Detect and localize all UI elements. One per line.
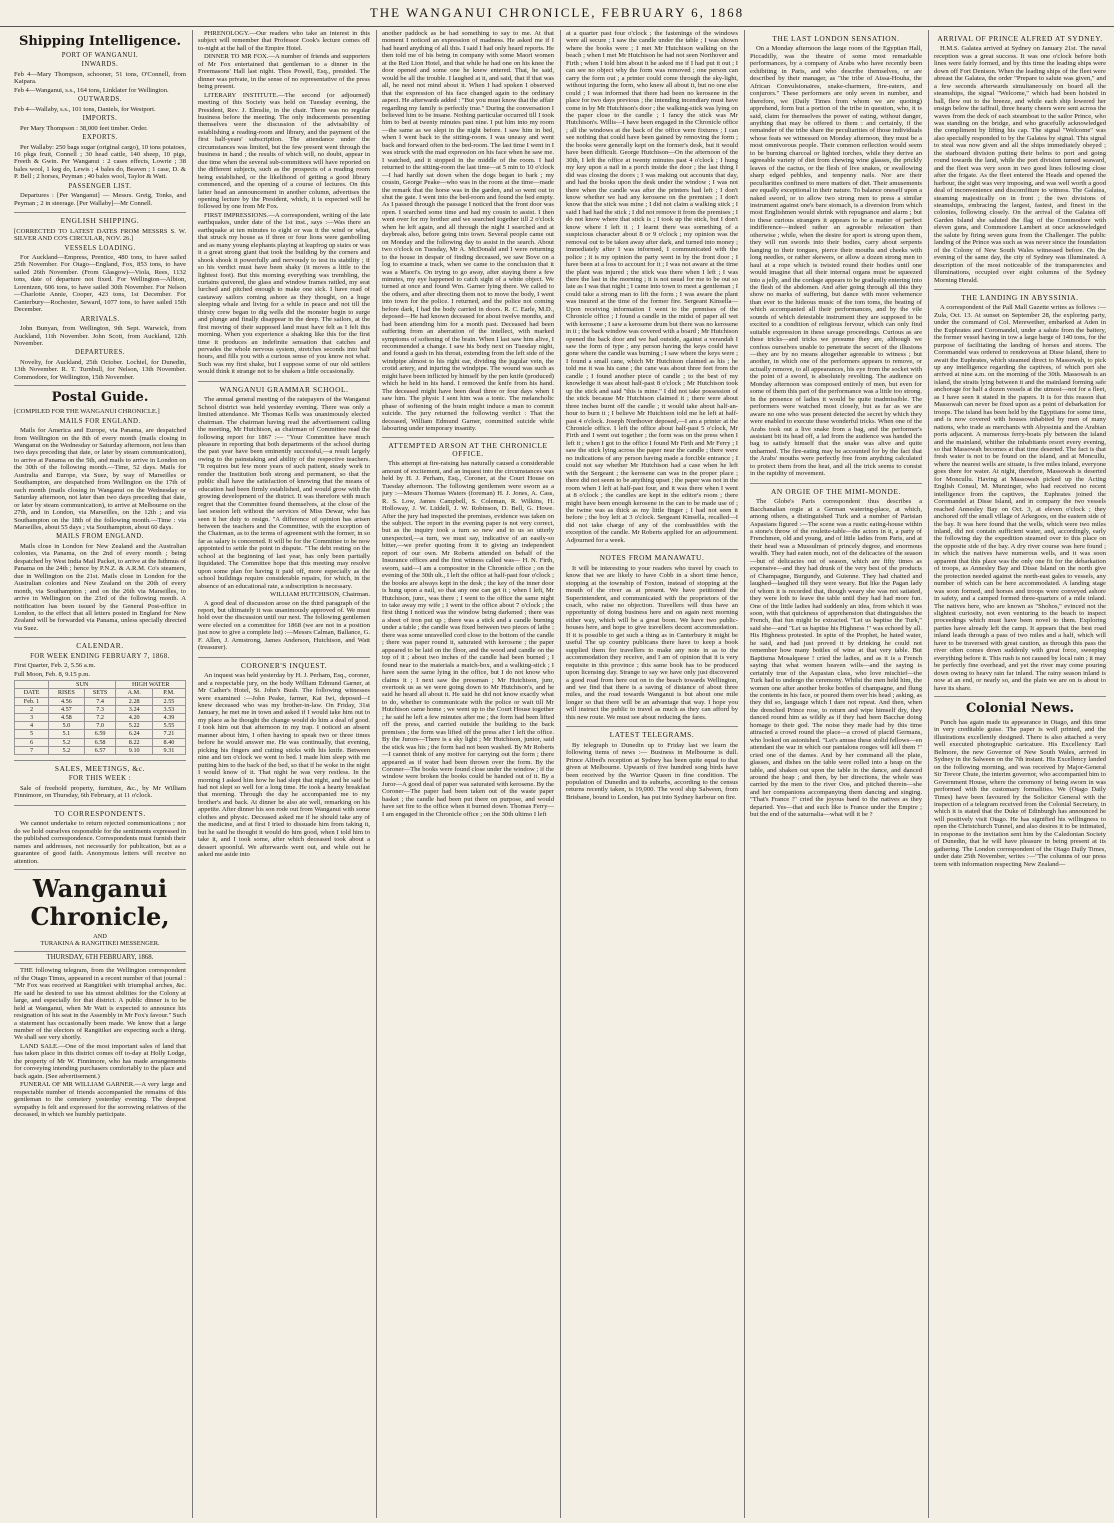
tide-cell: 9.31 — [152, 746, 185, 754]
tide-header: DATE — [15, 689, 49, 697]
nameplate-subtitle: TURAKINA & RANGITIKEI MESSENGER. — [40, 940, 160, 948]
phrenology-article: PHRENOLOGY.—Our readers who take an interest in this subject will remember that Professor Cook's lecture comes off to-night at the hall of the Empire Hotel. — [198, 30, 370, 52]
land-sale-article: LAND SALE.—One of the most important sales of land that has taken place in this district comes off to-day at Holly Lodge, the property of Mr W. Finnimore, who has made arrangements for conveying intending purchasers comfortably to the place and back again. (See advertisement.) — [14, 1042, 186, 1080]
column-6 — [934, 30, 1106, 1518]
tide-header: A.M. — [116, 689, 152, 697]
column-5 — [750, 30, 922, 1518]
sales-heading: SALES, MEETINGS, &c. — [14, 760, 186, 772]
tide-cell: 3.53 — [152, 705, 185, 713]
mails-heading: MAILS FOR ENGLAND. — [59, 417, 141, 425]
moon-phase: First Quarter, Feb. 2, 5.56 a.m. — [14, 662, 96, 670]
tide-cell: 3.24 — [116, 705, 152, 713]
sales-text: Sale of freehold property, furniture, &c., by Mr William Finnimore, on Thursday, 6th February, at 11 o'clock. — [14, 784, 186, 800]
literary-article: LITERARY INSTITUTE.—The second (or adjourned) meeting of this Society was held on Tuesday evening, the President, Rev. J. Elmslie, in the chair. There was no regular business before the meeting. The only inducements presenting themselves were the discussion of the advisability of establishing a reading-room and library, and the payment of the first half-years' subscription. The attendance under the circumstances was limited, but the few present went through the business in hand ; the results of which will, no doubt, appear in due time when the several sub-committees will have reported on the different subjects, such as the prospects of a reading room being established, or the likelihood of getting a good library commenced, and the opening of a course of lectures. On this latter head an announcement in another column, advertises the opening lecture by the President, which, it is expected will be followed by one from Mr Fox. — [198, 91, 370, 211]
tide-cell: 7.3 — [84, 705, 116, 713]
vessels-heading: VESSELS LOADING. — [64, 244, 136, 252]
newspaper-columns — [14, 30, 1104, 1518]
column-rule — [376, 30, 377, 1518]
nameplate: Wanganui Chronicle, — [30, 873, 170, 931]
tide-cell: 7 — [15, 746, 49, 754]
departures-heading: DEPARTURES. — [75, 349, 125, 357]
imports-text: Per Mary Thompson : 38,000 feet timber. Order. — [20, 124, 148, 132]
tide-row — [15, 713, 186, 721]
english-shipping-heading: ENGLISH SHIPPING. — [14, 212, 186, 224]
arrivals-heading: ARRIVALS. — [80, 315, 120, 323]
tide-group: SUN — [49, 681, 116, 689]
tide-cell: 6.57 — [84, 746, 116, 754]
postal-heading: Postal Guide. — [51, 390, 149, 406]
exports-heading: EXPORTS. — [82, 134, 118, 142]
tide-cell: 5.22 — [116, 722, 152, 730]
prince-text: H.M.S. Galatea arrived at Sydney on January 21st. The naval reception was a great success. It was one o'clock before both lines were fairly formed, and by this time the leading ships were down off Fort Denison. When the leading ships of the fleet were abreast the Galatea, the order "Prepare to salute was given," and a few seconds afterwards simultaneously on board all the steamships, the signal "Welcome," which had been hoisted in ball, flew out to the breeze, and while each ship lowered her ensign below the taffrail, three hearty cheers were sent across the waves from the deck of each steamboat to the sailor Prince, who was standing on the bridge, and who gracefully acknowledged the compliment by lifting his cap. The signal "Welcome" was also specially responded to by the Galatea by signal. This signal to steal was now given and all the ships immediately obeyed ; the starboard division putting their helms to port and going round towards the land, while the port division turned seaward, and the fleet was very soon in two good lines following close after the frigate. As the fleet entered the Heads and opened the harbour, the sight was very imposing, and was well worth a good deal of inconvenience and discomfiture to witness. The Galatea, steaming majestically on in front ; the two divisions of steamships, embracing the largest, fastest, and finest in the colonies, following closely. On the arrival of the Galatea off Garden Island she saluted the flag of the Commodore with eleven guns, and Commodore Lambert at once acknowledged the salute by firing seven guns from the Challenger. The public landing of the Prince was such as was never since the foundation of the Colony of New South Wales witnessed before. On the evening of the same day, the city of Sydney was illuminated. A description of the most noticeable of the transparencies and illuminations, occupied over eight columns of the Sydney Morning Herald. — [934, 45, 1106, 284]
tide-cell: 7.0 — [84, 722, 116, 730]
mimi-monde-text: The Globe's Paris correspondent thus describes a Bacchanalian orgie at a German watering-place, at which, among others, a distinguished Turk and a number of Parisian Aspasians figured :—The scene was a rustic eating-house within a stone's throw of the roulette-table—the actors in it, a party of Frenchmen, old and young, and of little ladies from Paris, and at their head was a Mussulman of princely degree, and enormous wealth. They had eaten much, not of the delicacies of the season—but of delicacies out of season, which are fifty times as expensive—and they had drunk of the very best of the products of Champagne, Burgundy, and Guienne. They had chatted and laughed—laughed till they were weary. But like the Pagan lady of whom it is recorded that, though weary she was not satiated, they were loth to leave the table until they had had more fun. One of the little ladies had suddenly an idea, from which it was soon, with that quickness of apprehension that distinguishes the French, that fun might be extracted. "Let us baptise the Turk," said she—and "Let us baptise his Highness !" was echoed by all. His Highness protested. In spite of the Prophet, he hated water, he said, and had just proved it by drinking he could not remember how many bottles of wine at that very table. But Baptisma Mosalquese ! cried the ladies, and as it is a French saying that what women heaven wills—and the saying is certainly true of the Aspasian class, who love mischief—the Turk had to undergo the ceremony. Whilst the men held him, the women one after another broke bottles of champagne, and flung the contents in his face, or poured them over his head ; asking, as they did so, language which I dare not repeat. And then, when the drenched Prince rose, to return and wipe himself dry, they danced round him as wildly as if they had been Bacchæ doing homage to their god. The noise they made had by this time attracted a crowd round the place—a crowd of placid Germans, who looked on astonished. "Let's amuse these stolid fellows—en attendant the war in which our pantalons rouges will kill them !" cried one of the dames. And by her command all the plate, glasses, and dishes on the table were rolled into a heap on the table, and shaken out upon the table in the dance, and danced around the heap ; and then, by her directions, the whole was carried by the men to the river Oos, and pitched therein—she and her companions accompanying them dancing and singing. "That's France !" cried the joyous band to the natives as they departed. Yes—that and such like is France under the Empire ; but the end of the saturnalia—what will it be ? — [750, 498, 922, 819]
tide-cell: 6 — [15, 738, 49, 746]
tide-cell: 8.22 — [116, 738, 152, 746]
colonial-text: Punch has again made its appearance in Otago, and this time in very creditable guise. The paper is well printed, and the illustrations excellently designed. There is also attached a very well executed photographic caricature. His Excellency Earl Belmore, the new Governor of New South Wales, arrived in Sydney in the Salween on the 7th instant. His Excellency landed on the following morning, and was received by Major-General Sir Trevor Chute, the interim governor, who accompanied him to Government House, where the ceremony of being sworn in was performed with the customary formalities. We (Otago Daily Times) have been favoured by the Solicitor General with the inspection of a telegram received from the Colonial Secretary, in which it is stated that the Duke of Edinburgh has announced he will positively visit Otago. He has signified his willingness to open the Christchurch Tunnel, and also desires it to be intimated, in response to the invitation sent him by the Caledonian Society of Dunedin, that he will have pleasure in being present at its gathering. The London correspondent of the Otago Daily Times, under date 25th November, writes :—"The columns of our press teem with information respecting New Zealand— — [934, 718, 1106, 868]
departures-text: Novelty, for Auckland, 25th October. Lochiel, for Dunedin, 13th November. R. T. Turnbull, for Nelson, 13th November. Commodore, for Wellington, 15th November. — [14, 358, 186, 381]
moon-phase: Full Moon, Feb. 8, 9.15 p.m. — [14, 670, 91, 678]
inwards-item: Feb 4—Mary Thompson, schooner, 51 tons, O'Connell, from Kaipara. — [14, 70, 186, 86]
correspondents-text: We cannot undertake to return rejected communications ; nor do we hold ourselves responsible for the sentiments expressed in the published correspondence. Correspondents must furnish their names and addresses, not necessarily for publication, but as a guarantee of good faith. Anonymous letters will receive no attention. — [14, 820, 186, 865]
tide-cell: 7.4 — [84, 697, 116, 705]
exports-text: Per Wallaby: 250 bags sugar (original cargo), 10 tons potatoes, 16 pkgs fruit, Connell ; 30 head cattle, 140 sheep, 10 pigs, Freeth & Gwin. Per Wanganui : 2 cases effects, Lowrie ; 38 bales wool, 1 keg do, Lewis ; 4 bales do, Beaven ; 1 case, D. & P. Bell ; 2 horses, Peyman ; 40 bales wool, Taylor & Watt. — [14, 143, 186, 181]
sensation-text: On a Monday afternoon the large room of the Egyptian Hall, Piccadilly, was the theatre of some most remarkable performances, by a company of Arabs who have recently been exhibiting in Paris, and who describe themselves, or are described by their manager, as "the tribe of Aissa-Houha, the African Convulsionaires, snake-charmers, fire-eaters, and conjurors." These performers are only seven in number, and therefore, we (Daily Times from whom we are quoting) apprehend, form but a portion of the tribe in question, who, it is said, claim for themselves the power of eating, without danger, anything that may be offered to them : and certainly, if the remainder of the tribe share the peculiarities of those individuals whose feats we witnessed on Monday afternoon, they must be a most omnivorous people. Their common reflection would seem to be burning charcoal or lighted torches, while they derive an agreeable variety of diet from chewing wine glasses, the prickly leaves of the cactus, or the flesh of live snakes, or swallowing sharp edged pebbles, and tenpenny nails. Nor are their peculiarities confined to mere matters of diet. Their amusements are equally exceptional in their nature. To balance oneself upon a naked sword, or to allow two strong men to press a similar instrument against one's bare stomach, is a diversion from which most Englishmen would shrink with repugnance and alarm ; but to these curious strangers it appears to be a matter of perfect indifference—indeed rather an agreeable relaxation than otherwise ; while, when the desire for sport is strong upon them, they will run swords into their bodies, carry about serpents hanging to their tongues, pierce their mouths and cheeks with long needles, or rather skewers, or allow a dozen strong men to haul at a rope which is twisted round their bodies until one would imagine that all their internal organs must be squeezed into a jelly, and the cordage appears to be gradually entering into the flesh of the abdomen. And after going through all this they show no marks of suffering, but dance with more vehemence than ever to the hideous music of the tom toms, the beating of which accompanied all their performances, and by the vile sounds of which detestable instrument they are supposed to be excited to a condition of religious fervour, which can only find suitable expression in these savage proceedings. Curious as are these tricks—and tricks we presume they are, although we confess ourselves unable to penetrate the secret of the illusions—they are by no means altogether agreeable to witness ; but another, in which one of the performers appears to remove, or actually remove, to all appearances, his eye from the socket with the point of a sword, is absolutely revolting. The audience on Monday afternoon was composed entirely of men, but even for some of them this part of the performance was a little too strong. In the presence of ladies it would be quite inadmissible. The performers were watched most closely, but as far as we are aware no one who was present detected the secret by which they were enabled to execute these wonderful tricks. When one of the Arabs took out a live snake from a bag, and the performer's assistant bit its head off, a lad from the audience was handed the bag to satisfy himself that the snake was alive and quite unharmed. The fire-eating may be accounted for by the fact that the Arabs' mouths were perfectly free from anything calculated to protect them from the heat, and all the trick seems to consist in the rapidity of movement. — [750, 45, 922, 478]
tide-cell: 9.10 — [116, 746, 152, 754]
nameplate-and: AND — [93, 932, 107, 940]
tide-cell: 5.1 — [49, 730, 85, 738]
tide-cell: 2 — [15, 705, 49, 713]
column-4 — [566, 30, 738, 1518]
lead-article: THE following telegram, from the Wellington correspondent of the Otago Times, appeared in a recent number of that journal : "Mr Fox was received at Rangitikei with triumphal arches, &c. He said he desired to use his utmost abilities for the Colony at large, and especially for that district. A public dinner is to be held at Wanganui, when Mr Watt is expected to announce his resignation of his seat in the Assembly in Mr Fox's favour." Such a statement has occasionally been made. We know that a large number of the electors of Rangitikei are expecting such a thing. We shall see very shortly. — [14, 967, 186, 1042]
column-rule — [928, 30, 929, 1518]
sales-week: FOR THIS WEEK : — [68, 775, 132, 783]
tide-header: SETS — [84, 689, 116, 697]
tide-cell — [15, 681, 49, 689]
column-2 — [198, 30, 370, 1518]
column-rule — [744, 30, 745, 1518]
tide-header: RISES — [49, 689, 85, 697]
tide-header: P.M. — [152, 689, 185, 697]
tide-cell: 5.2 — [49, 738, 85, 746]
tide-row — [15, 722, 186, 730]
dinner-article: DINNER TO MR FOX.—A number of friends and supporters of Mr Fox entertained that gentleman to a dinner in the Freemasons' Hall last night. Thos Powell, Esq., presided. The dinner was private, in the sense of no representative of the press being present. — [198, 53, 370, 91]
inquest-continued: another paddock as he had something to say to me. At that moment I noticed an expression of madness. He asked me if I had heard anything of all this. I said I had only heard reports. He then told me of his being in company with some Maori women at the Red Lion Hotel, and that while he had one on his knee the door opened and some one he knew entered. That, he said, would be all the trouble. I laughed at it, and said, that if that was all, he need not mind about it. When I had spoken I observed that the expression of his face changed again to the ordinary aspect. He afterwards added : "But you must know that the affair regarding my family is perfectly true." During the conversation I believed him to be insane. Nothing particular occurred till I took him to bed at twenty minutes past nine. I put him into my room—the same as we slept in the night before. I saw him in bed, when I went back to the sitting-room. I was uneasy and went back and forward often to the bed-room. The last time I went in I was struck with the mad expression on his face when he saw me. I watched, and it stopped in the middle of the room. I had returned to the sitting-room the last time—at 5 min to 10 o'clock—I had hardly sat down when the dogs began to bark ; my cousin, George Peake—who was in the room at the time—made the remark that the horse was in the garden, and so went out to shut the gate. I went into the bed-room and found the bed empty. As I passed through the passage I noticed that the front door was open. I searched some time and had my cousin to assist. I then went over for my brother and we searched together till 2 o'clock when he left again, and all through the night I searched and at daybreak also, before going into town. Several people came out on Monday and the following day to assist in the search. About two o'clock on Tuesday, Mr A. McDonald and I were returning to the house in despair of finding deceased, we saw Bove on a log to examine a track, when we came to the conclusion that it was a Maori's. On trying to go away, after staying there a few minutes, my eye happened to catch sight of a white object. We turned at once and found Wm. Garner lying there. We called to the others, and after directing them not to move the body, I went into town for the police. I returned, and the police not coming before dark, I had the body carried in doors. R. C. Earle, M.D., deposed—He had known deceased for about twelve months, and had been attending him for a month past. Deceased had been suffering from an aberration of the intellect, with marked symptoms of softening of the brain. When I last saw him alive, I recommended a change. I saw his body next on Tuesday night, and found a gash in his throat, extending from the left side of the windpipe almost to his right ear, dividing the jugular vein, the crotid artery, and injuring the windpipe. The wound was such as might have been inflicted by himself by the pen knife (produced) which he held in his hand. I removed the knife from his hand. The deceased might have been dead three or four days when I saw him. The physic I sent him was a tonic. The melancholic phase of softening of the brain might induce a man to commit suicide. The jury returned the following verdict : That the deceased, William Edmund Garner, committed suicide while labouring under temporary insanity. — [382, 30, 554, 433]
tide-cell: 4.56 — [49, 697, 85, 705]
tide-cell: 2.28 — [116, 697, 152, 705]
tide-table — [14, 680, 186, 755]
tide-cell: 4.20 — [116, 713, 152, 721]
signature: WILLIAM HUTCHISON, Chairman. — [270, 591, 370, 599]
tide-cell: 4 — [15, 722, 49, 730]
colonial-heading: Colonial News. — [965, 700, 1075, 716]
port-heading: PORT OF WANGANUI. — [61, 52, 139, 59]
tide-row — [15, 730, 186, 738]
manawatu-text: It will be interesting to your readers who travel by coach to know that we are likely to have Cobb in a short time hence, stopping at the township of Foxton, instead of stopping at the mouth of the river as at present. We have petitioned the Superintendent, and communicated with the proprietors of the coach, who raise no objection. Travellers will thus have an opportunity of doing business here and on again next morning either way, which will be a great boon. We have two public-houses here, and hope to give travellers decent accommodation. If it is possible to get such a thing as in Canterbury it might be useful The up country publicans there have to keep a book supplied them for travellers to make any note in as to the accommodation they receive, and I am of opinion that it is very requisite in this province ; this same book has to be produced upon licensing day. Strange to say we have only just discovered a good road from here out on to the beach towards Wellington, and we find that there is a saving of distance of about three miles, and the road towards Wanganui is but about one mile longer so that there will be an advantage that way. I hope you will instruct the public to travel as much as they can afford by this new route. We must see about reducing the fares. — [566, 564, 738, 721]
tide-cell: Feb. 1 — [15, 697, 49, 705]
postal-note: [COMPILED FOR THE WANGANUI CHRONICLE.] — [14, 408, 160, 416]
arson-text: This attempt at fire-raising has naturally caused a considerable amount of excitement, and an inquest into the circumstances was held by H. J. Perham, Esq., Coroner, at the Court House on Tuesday afternoon. The following gentlemen were sworn as a jury :—Messrs Thomas Waters (foreman) H. J. Jones, A. Cass, R. S. Low, James Campbell, S. Coleman, R. Wilkins, H. Holloway, J. W. Liddell, J. W. Robinson, D. Bell, G. Howe. After the jury had inspected the premises, evidence was taken on the subject. The report in the evening paper is not very correct, but as the inquiry took a turn so new and to us so utterly unexpected,—a turn, we must say, indicative of an easily-so bitter,—we prefer quoting from it to giving an independent report of our own. Mr Roberts attended on behalf of the Insurance offices and the first witness called was— H. N. Firth, sworn, said—I am a compositor in the Chronicle office ; on the evening of the 30th ult., I left the office at half-past four o'clock ; the books are always kept in the desk ; the key of the inner door is hung upon a nail, so that any one can get it ; when I left, Mr Hutchison, junr., was there ; I went to the office the same night to take away my wife ; I went to the office about 7 o'clock ; the first thing I noticed was the window being darkened ; there was a sheet of iron put up ; there was a stick and a candle burning under a table ; the candle was fixed between two pieces of lathe ; there was some unravelled cord close to the bottom of the candle ; there was paper round it, saturated with kerosene ; the paper appeared to be laid on the floor, and the wood and candle on the top of it ; about two inches of the candle had been burned ; I found near to the materials a match-box, and a walking-stick ; I have seen the same lying in the office, but I do not know who claims it ; I next saw the pressman ; Mr Hutchison, junr, overtook us as we were going down to Mr Hutchison's, and he said he heard all about it. He said he did not know exactly what to do, whether to communicate with the police or wait till Mr Hutchison came home ; we went up to the Court House together ; he said he left a few minutes after me ; the form had been lifted off the press, and carried outside the building to the back premises ; the form was lifted off the press after I left the office. By the Jurors—There is a sky light ; Mr Hutchison, junior, said the stick was his ; the form had not been washed. By Mr Roberts—I cannot think of any motive for carrying out the form ; there appeared as if water had been thrown over the form. By the Coroner—The books were found close under the window ; if the window were broken the books could be handed out of it. By a Juror—A good deal of paper was saturated with kerosene. By the Coroner—The paper had been taken out of the waste paper basket ; the candle had been put there on purpose, and would have set fire to the office when it burned down. Thomas Ferry—I am engaged in the Chronicle office ; on the 30th ultimo I left — [382, 460, 554, 818]
arson-heading: ATTEMPTED ARSON AT THE CHRONICLE OFFICE. — [382, 437, 554, 457]
prince-heading: ARRIVAL OF PRINCE ALFRED AT SYDNEY. — [937, 34, 1103, 43]
tide-row — [15, 746, 186, 754]
grammar-school-heading: WANGANUI GRAMMAR SCHOOL. — [198, 381, 370, 393]
tide-cell: 3 — [15, 713, 49, 721]
shipping-heading: Shipping Intelligence. — [18, 34, 182, 49]
inwards-heading: INWARDS. — [81, 61, 119, 69]
arson-continued: at a quarter past four o'clock ; the fastenings of the windows were all secure ; I saw the candle under the table ; I was shown where the books were ; I met Mr Hutchison walking on the beach ; when I met Mr Hutchison he had not seen Northover and Firth ; when I told him about it he asked me if I had put it out ; I can see no object why the form was removed ; one person can carry the form out ; a printer could come through the sky-light, without injuring the form, who knew all about it, but no one else could ; I was informed that there had been no kerosene in the place for two days previous ; the intending incendiary must have come in by Mr Hutchison's door ; the walking-stick was lying on the paper close to the candle ; I fancy the stick was Mr Hutchison's. Willis—I have been engaged in the Chronicle office ; all the windows at the back of the office were fixtures ; I can see nothing that could have been gained by removing the form ; the books were generally kept on the former's desk, but it would have been difficult. George Hutchison—On the afternoon of the 30th, I left the office at twenty minutes past 4 o'clock ; I hung my key upon a nail in a porch inside the door ; the last thing I did was closing the doors ; I was making out accounts that day, and had the books upon the desk under the window ; I was not there when the candle was after the printers had left ; I don't know whether we had any kerosene on the premises ; I don't know that the stick was mine ; I did not claim a walking stick ; I said I had had the stick ; I did not remove it from the premises ; I do not know where that stick is ; I took up the stick, but I don't know where I left it ; I learnt there was something of a suspicious character about 8 or 9 o'clock ; my opinion was the removal out to be taken away after dark, and turned into money ; immediately after I was informed, I communicated with the police ; it is my opinion the party went in by the front door ; I have been at a loss to account for it ; I was not aware at the time the plant was injured ; the stick was there when I left ; I was there the last in the morning ; it is not usual for me to be out so late as I was that night ; I came into town to meet a gentleman ; I could take a strong man to lift the form ; I was aware the plant was insured at the time of the former fire. Sergeant Kinsella—Upon receiving information I went to the premises of the Chronicle office ; I found a candle in the midst of paper all wet with kerosene ; I saw a kerosene drum but there was no kerosene in it ; the back window was covered with a board ; Mr Hutchison opened the back door and we had outside, against a verandah I saw the form of type ; any person having the keys could have gone where the candle was burning ; I saw where the keys were ; I found a small cane, which Mr Hutchison claimed as his ; he told me it was his cane ; the cane was about three feet from the candle ; I found another piece of candle ; to the best of my knowledge it was about half-past 8 o'clock ; Mr Hutchison took up the stick and said "this is mine." I did not take possession of the stick because Mr Hutchison claimed it ; there were about three inches burnt off the candle ; it would take about half-an-hour to burn it ; I believe Mr Hutchison told me he left at half-past 4 o'clock. Joseph Northover deposed,—I am a printer at the Chronicle office. I left the office about half-past 5 o'clock, Mr Firth and I went out together ; the form was on the press when I left it ; when I got to the office I found Mr Firth and Mr Ferry ; I saw the stick lying across the paper near the candle ; there were no indications of any person having made a forcible entrance ; I could not say whether Mr Hutchison had a case when he left with the Sergeant ; the kerosene can was in the proper place ; there did not seem to be anything upset ; the paper was not in the room when I left at half-past four, and it was there when I went at 8 o'clock ; the candles are kept in the editor's room ; there might have been enough kerosene in the can to be made use of ; the twine was as thick as my little finger ; I had not seen it before ; the boy left at 3 o'clock. Sergeant Kinsella, recalled—I did not take charge of any of the combustibles with the exception of the candle. Mr Roberts applied for an adjournment. Adjourned for a week. — [566, 30, 738, 544]
inwards-item: Feb 4—Wanganui, s.s., 164 tons, Linklater for Wellington. — [14, 86, 169, 94]
arrivals-text: John Bunyan, from Wellington, 9th Sept. Warwick, from Auckland, 11th November. John Scott, from Auckland, 12th November. — [14, 325, 186, 347]
dateline: THURSDAY, 6TH FEBRUARY, 1868. — [14, 951, 186, 964]
grammar-school-text: The annual general meeting of the ratepayers of the Wanganui School district was held yesterday evening. There was only a limited attendance. Mr Thomas Kells was unanimously elected chairman. The chairman having read the advertisement calling the meeting, Mr Hutchison, as chairman of Committee read the following report for 1867 :— "Your Committee have much pleasure in reporting that both departments of the school during the past year have been eminently successful,—a result largely owing to the painstaking and ability of the respective teachers. "It requires but few more years of such patient, steady work to render the Institution both strong and permanent, so that the public shall have the satisfaction of knowing that the means of education had been firmly established, and would grow with the growing development of the district. It was therefore with much regret that the Committee found themselves, at the close of the last session left without the services of Miss Dewar, who has seen it her duty to resign. "A difference of opinion has arisen between the teachers and the Committee, with the exception of the Chairman, as to the terms of agreement with the former, in so far as salary is concerned. It will be for the Committee to be now appointed to settle the point in dispute. "The debt resting on the school at the beginning of last year, has only been partially liquidated. The Committee hope that this meeting may resolve upon some plan for having it paid off, more especially as the school buildings require considerable repairs, for which, in the absence of an educational rate, a subscription is necessary. — [198, 396, 370, 590]
tide-row — [15, 697, 186, 705]
tide-rows — [15, 697, 186, 754]
masthead: THE WANGANUI CHRONICLE, FEBRUARY 6, 1868 — [0, 0, 1114, 27]
grammar-school-end: A good deal of discussion arose on the third paragraph of the report, but ultimately it was unanimously approved of. We must hold over the discussion until our next. The following gentlemen were elected on a committee for 1868 (we are not in a position just now to give a complete list) :—Messrs Calman, Ballance, G. F. Allen, J. Armstrong, James Anderson, Hutchison, and Watt (treasurer). — [198, 599, 370, 652]
outwards-heading: OUTWARDS. — [78, 96, 122, 104]
tide-cell: 7.21 — [152, 730, 185, 738]
tide-cell: 5.55 — [152, 722, 185, 730]
divider — [14, 869, 186, 870]
calendar-week: FOR WEEK ENDING FEBRUARY 7, 1868. — [30, 652, 170, 660]
tide-cell: 5.0 — [49, 722, 85, 730]
manawatu-heading: NOTES FROM MANAWATU. — [566, 549, 738, 561]
divider — [14, 385, 186, 386]
correspondents-heading: TO CORRESPONDENTS. — [14, 805, 186, 817]
mails-from-text: Mails close in London for New Zealand and the Australian colonies, via Panama, on the 2nd of every month ; being despatched by West India Mail Packet, to arrive at the Isthmus of Panama on the 24th ; hence by P.N.Z. & A.R.M. Co's steamers, due in Wellington on the 21st. Mails close in London for the Australian colonies and New Zealand on the 20th of every month, via Southampton ; and on the 26th via Marseilles, to arrive in Wellington on the 23rd of the following month. A notification has been issued by the General Post-office in London, to the effect that all letters posted in England for New Zealand will be forwarded via Panama, unless specially directed via Suez. — [14, 542, 186, 632]
first-impressions-article: FIRST IMPRESSIONS.—A correspondent, writing of the late earthquakes, under date of the 1st inst., says :—Was there an earthquake at ten minutes to eight or was it the wind or what, that struck my house as if three or four lions were gambolling and as many young elephants playing at leapfrog up stairs or was it a great strong giant that took the building by the corners and shook shook it powerfully and nervously to test its stability ; if so his verdict must have been shaky (it moves a little to the lightest foot). But this morning everything was trembling, the curtains quivered, the glass and window frames rattled, my seat lurched and pitched enough to make one sick. I have read of castaway sailors coming ashore as they thought, on a huge sleeping whale and living for a while in peace and not till the thirsty crew began to dig wells did the monster begin to surge and plunge and finally disappear in the deep. The sailors, at the first moving of their supposed land must have felt as I felt this morning. When you experience a shaking like this for the first time it produces an indefinite sensation that catches and pervades the whole nervous system, stretches seconds into half hours, and fills you with a curious sense of you know not what. Such was my first shake, but I suppose some of our old settlers would think it strange not to be shaken a little occasionally. — [198, 211, 370, 376]
tide-cell: 6.58 — [84, 738, 116, 746]
passenger-text: Departures : [Per Wanganui] — Messrs. Greig, Tonks, and Peyman ; 2 in steerage. [Per Wallaby]—Mr Connell. — [14, 192, 186, 207]
tide-cell: 4.57 — [49, 705, 85, 713]
inquest-heading: CORONER'S INQUEST. — [198, 657, 370, 669]
tide-cell: 5 — [15, 730, 49, 738]
outwards-item: Feb 4—Wallaby, s.s., 101 tons, Daniels, for Westport. — [14, 105, 156, 113]
sensation-heading: THE LAST LONDON SENSATION. — [772, 34, 900, 43]
telegrams-text: By telegraph to Dunedin up to Friday last we learn the following items of news :— Business in Melbourne is dull. Prince Alfred's reception at Sydney has been quite equal to that given at Melbourne. Upwards of five hundred song birds have been received by the Warrior Queen in fine condition. The population of Dunedin and its suburbs, according to the census returns recently taken, is 19,000. The wool ship Salween, from Brisbane, bound to London, has put into Sydney harbour on fire. — [566, 741, 738, 801]
abyssinia-text: A correspondent of the Pall Mall Gazette writes as follows :—Zula, Oct. 13. At sunset on September 28, the exploring party, under the command of Col. Merewether, embarked at Aden in the Euphrates and Coromandel, under a salute from the battery, the former vessel having in tow a large barge of 140 tons, for the purpose of facilitating the landing of horses and stores. The Coromandel was ordered to rendezvous at Disse Island, there to await the Euphrates, which steamed direct to Massowah, to pick up any intelligence regarding the captives, of which port she arrived at nine a.m. on the morning of the 30th. Massowah is an island, the straits lying between it and the mainland forming safe anchorage for half a dozen vessels at the utmost—not for a fleet, as I have seen it stated in the papers. It is for this reason that Massowah can never be fixed upon as a point of debarkation for troops. The island has been held by the Egyptians for some time, and is now covered with houses inhabited by men of many nations, who trade as merchants with Abyssinia and the Arabian ports adjacent. A numerous ferry-boats ply between the island and the mainland, whither the inhabitants resort every evening, so that Massowah becomes at that time deserted. The fact is that fresh water is not to be found on the island, and at Moncullu, where the nearest wells are situate, is five miles inland, everyone goes there for water. At night, therefore, Massowah is deserted for Moncullu. Having at Massowah picked up the Acting English Consul, M. Munzinger, who had received no recent intelligence from the captives, the Euphrates joined the Coromandel at Disse Island, and in company the two vessels reached Annesley Bay on Oct. 3, at eleven o'clock ; they anchored off the small village of Arkegoos, on the eastern side of the bay. It was here found that the wells, which were two miles inland, did not contain sufficient water, and, accordingly, early the following day the expedition steamed over to this place on the opposite side of the bay. A dry river course was here found ; in which the natives have numerous wells, and it was soon apparent that this place was the only one fit for the debarkation of troops, as Annesley Bay and Disse Island on the north give the protection needed against the north-east gales to vessels, any number of which can be here accommodated. A landing stage was soon formed, and horses and troops were conveyed ashore in safety, and a camped formed three-quarters of a mile inland. The natives here, who are known as "Shohos," evinced not the slightest curiosity, not even venturing to the beach to inspect proceedings which must have been novel to them. Exploring parties have already left the camp. It appears that the best road inland leads through a pass of two miles and a half, which will have to be traversed with great caution, as through this pass the river often comes down suddenly with great force, sweeping everything before it. This rush is not caused by local rain ; it may be perfectly fine overhead, and yet the river may come pouring down owing to heavy rain far inland. The rainy season inland is now at an end, or nearly so, and the plain we are on is about to have its share. — [934, 304, 1106, 692]
vessels-text: For Auckland—Empress, Prentice, 480 tons, to have sailed 25th November. For Otago—England, Fox, 853 tons, to have sailed 26th November. (From Glasgow)—Viola, Rees, 1132 tons, date of departure not fixed. For Wellington—Albion, Lorentzen, 606 tons, to have sailed 30th November. For Nelson—Charlotte Annie, Cooper, 423 tons, 1st December. For Canterbury—Rochester, Seward, 1077 tons, to have sailed 15th December. — [14, 253, 186, 314]
column-3 — [382, 30, 554, 1518]
tide-row — [15, 738, 186, 746]
abyssinia-heading: THE LANDING IN ABYSSINIA. — [934, 289, 1106, 301]
tide-cell: 4.39 — [152, 713, 185, 721]
tide-row — [15, 705, 186, 713]
inquest-text: An inquest was held yesterday by H. J. Perham, Esq., coroner, and a respectable jury, on the body William Edmund Garner, at Mr Cather's Hotel, St. John's Bush. The following witnesses were examined :—John Peake, farmer, Kai Iwi, deposed—I knew deceased who was my brother-in-law. On Friday, 31st January, he met me in town and asked if I would take him out to my place as he thought the change would do him a deal of good. I took him out that afternoon in my trap. I noticed an absent manner about him, I often having to speak two or three times before he would answer me. He was continually, that evening, picking his fingers and cutting sticks with his knife. Between nine and ten o'clock we went to bed. I made him sleep with me putting him to the back of the bed, so that if he woke in the night I would know of it. That night he was very restless. In the morning I asked him how he had slept that night, and he said he had not slept so well for a long time. He took a hearty breakfast that morning. Through the day he accompanied me to my brother's and back. At dinner he also ate well, remarking on his appetite. After dinner his son rode out from Wanganui with some clothes and physic. Deceased asked me if he should take any of the medicine, and at first I tried to dissuade him from taking it, but he said he thought it would do him good, when I told him to take it, and I took some, after which deceased took about a dessert spoonful. We afterwards went out, and while out he asked me aside into — [198, 672, 370, 859]
tide-cell: 2.55 — [152, 697, 185, 705]
tide-cell: 7.2 — [84, 713, 116, 721]
tide-cell: 8.40 — [152, 738, 185, 746]
mails-from-heading: MAILS FROM ENGLAND. — [56, 533, 144, 541]
column-rule — [560, 30, 561, 1518]
funeral-article: FUNERAL OF MR WILLIAM GARNER.—A very large and respectable number of friends accompanied the remains of this gentleman to the cemetery yesterday evening. The deepest sympathy is felt and expressed for the sorrowing relatives of the deceased, in which we humbly participate. — [14, 1081, 186, 1118]
tide-group: HIGH WATER — [116, 681, 186, 689]
divider — [934, 696, 1106, 697]
column-1 — [14, 30, 186, 1518]
tide-cell: 6.59 — [84, 730, 116, 738]
imports-heading: IMPORTS. — [82, 115, 118, 123]
tide-cell: 4.58 — [49, 713, 85, 721]
mimi-monde-heading: AN ORGIE OF THE MIMI-MONDE. — [750, 483, 922, 495]
column-rule — [192, 30, 193, 1518]
tide-cell: 5.2 — [49, 746, 85, 754]
tide-cell: 6.24 — [116, 730, 152, 738]
telegrams-heading: LATEST TELEGRAMS. — [566, 726, 738, 738]
passenger-heading: PASSENGER LIST. — [68, 182, 132, 190]
english-shipping-note: [CORRECTED TO LATEST DATES FROM MESSRS S. W. SILVER AND CO'S CIRCULAR, NOV. 26.] — [14, 227, 186, 243]
mails-text: Mails for America and Europe, via Panama, are despatched from Wellington on the 8th of every month (mails closing in Wanganui on the Wednesday or Saturday afternoon, not less than two days preceding that date, or later by steam communication), to arrive at Panama on the 5th, and mails to arrive in London on the 30th of the following month.—Time, 52 days. Mails for Australia and Europe, via Suez, by way of Marseilles or Southampton, are despatched from Wellington on the 17th of each month (mails closing in Wanganui on the Wednesday or Saturday afternoon, not later than two days preceding that date, or later by steam communication), to arrive at Melbourne on the 27th, and in London, via Marseilles, on the 12th ; and via Southampton on the 18th of the following month.—Time : via Marseilles, about 55 days ; via Southampton, about 60 days. — [14, 427, 186, 532]
calendar-heading: CALENDAR. — [14, 637, 186, 649]
